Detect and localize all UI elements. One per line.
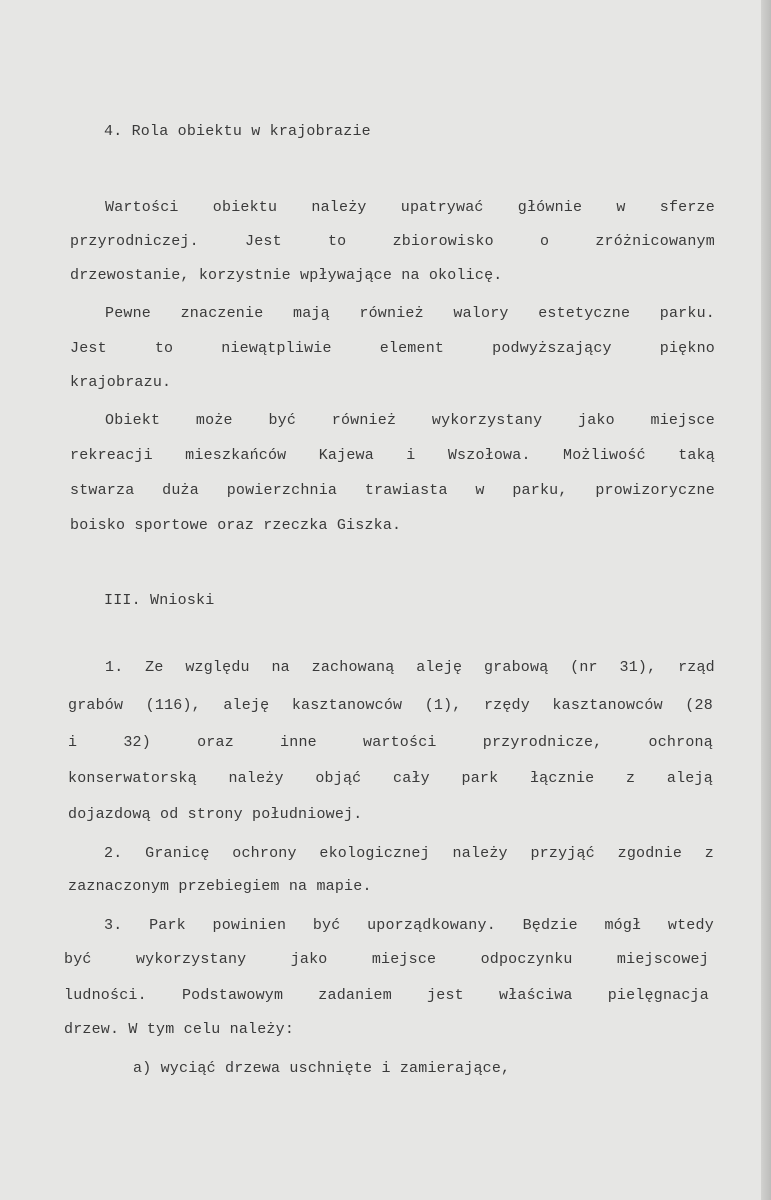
- word: inne: [280, 734, 317, 751]
- word: ochroną: [648, 734, 713, 751]
- word: jest: [427, 987, 464, 1004]
- word: pielęgnacja: [607, 987, 709, 1004]
- word: konserwatorską: [68, 770, 197, 787]
- list-item-line: [68, 770, 713, 788]
- word: ludności.: [64, 987, 147, 1004]
- word: być: [64, 951, 92, 968]
- word: rekreacji: [70, 447, 153, 464]
- list-item-line: [68, 697, 713, 715]
- word: 31),: [619, 659, 657, 676]
- list-item-line: zaznaczonym przebiegiem na mapie.: [68, 878, 372, 895]
- list-item-line: [104, 917, 714, 935]
- word: należy: [311, 199, 367, 216]
- word: oraz: [197, 734, 234, 751]
- paragraph-line: [70, 233, 715, 251]
- word: aleję: [416, 659, 463, 676]
- section-heading: 4. Rola obiektu w krajobrazie: [104, 123, 371, 140]
- word: objąć: [315, 770, 362, 787]
- word: kasztanowców: [552, 697, 663, 714]
- word: powierzchnia: [226, 482, 338, 499]
- word: przyrodnicze,: [482, 734, 603, 751]
- word: i: [68, 734, 78, 751]
- word: rzędy: [483, 697, 530, 714]
- word: wykorzystany: [431, 412, 543, 429]
- word: wykorzystany: [135, 951, 247, 968]
- word: upatrywać: [400, 199, 484, 216]
- list-item-line: [68, 734, 713, 752]
- word: wartości: [363, 734, 437, 751]
- list-item-line: dojazdową od strony południowej.: [68, 806, 363, 823]
- word: również: [359, 305, 424, 322]
- word: Obiekt: [105, 412, 161, 429]
- word: (1),: [424, 697, 462, 714]
- paragraph-line: boisko sportowe oraz rzeczka Giszka.: [70, 517, 402, 534]
- word: należy: [228, 770, 284, 787]
- word: Wartości: [105, 199, 179, 216]
- word: parku.: [659, 305, 715, 322]
- word: zachowaną: [311, 659, 395, 676]
- list-item-line: [64, 987, 709, 1005]
- word: zadaniem: [318, 987, 392, 1004]
- word: estetyczne: [538, 305, 631, 322]
- word: piękno: [659, 340, 715, 357]
- word: (116),: [145, 697, 201, 714]
- word: 1.: [105, 659, 124, 676]
- word: podwyższający: [492, 340, 612, 357]
- list-item-line: [105, 659, 715, 677]
- word: i: [406, 447, 416, 464]
- word: Będzie: [522, 917, 578, 934]
- paragraph-line: krajobrazu.: [70, 374, 172, 391]
- word: grabów: [68, 697, 124, 714]
- list-item-line: [104, 845, 714, 863]
- word: w: [616, 199, 626, 216]
- word: aleję: [223, 697, 270, 714]
- word: to: [154, 340, 174, 357]
- word: uporządkowany.: [367, 917, 496, 934]
- word: Park: [149, 917, 186, 934]
- paragraph-line: [105, 412, 715, 430]
- word: niewątpliwie: [221, 340, 332, 357]
- word: kasztanowców: [291, 697, 403, 714]
- word: z: [704, 845, 714, 862]
- paragraph-line: drzewostanie, korzystnie wpływające na okolicę.: [70, 267, 503, 284]
- page-edge-shadow: [761, 0, 771, 1200]
- word: z: [626, 770, 636, 787]
- word: łącznie: [529, 770, 595, 787]
- word: taką: [678, 447, 715, 464]
- word: (nr: [570, 659, 598, 676]
- word: Możliwość: [563, 447, 646, 464]
- word: może: [195, 412, 233, 429]
- paragraph-line: [70, 482, 715, 500]
- word: wtedy: [667, 917, 714, 934]
- word: ekologicznej: [319, 845, 430, 862]
- word: powinien: [212, 917, 287, 934]
- word: o: [539, 233, 550, 250]
- word: obiektu: [212, 199, 278, 216]
- word: cały: [393, 770, 430, 787]
- word: walory: [453, 305, 509, 322]
- paragraph-line: [105, 305, 715, 323]
- word: element: [379, 340, 445, 357]
- word: sferze: [659, 199, 715, 216]
- word: Ze: [145, 659, 164, 676]
- word: grabową: [483, 659, 549, 676]
- word: miejsce: [371, 951, 437, 968]
- word: zgodnie: [617, 845, 683, 862]
- word: również: [331, 412, 397, 429]
- paragraph-line: [70, 447, 715, 465]
- word: Kajewa: [318, 447, 374, 464]
- list-item-sub-a: a) wyciąć drzewa uschnięte i zamierające,: [133, 1060, 511, 1077]
- word: stwarza: [70, 482, 135, 499]
- word: park: [461, 770, 499, 787]
- word: głównie: [517, 199, 583, 216]
- word: parku,: [512, 482, 568, 499]
- word: mieszkańców: [185, 447, 287, 464]
- paragraph-line: [105, 199, 715, 217]
- word: jako: [578, 412, 615, 429]
- word: w: [475, 482, 485, 499]
- word: Jest: [245, 233, 282, 250]
- word: trawiasta: [364, 482, 448, 499]
- word: należy: [452, 845, 508, 862]
- word: mają: [293, 305, 330, 322]
- word: (28: [685, 697, 713, 714]
- word: na: [271, 659, 290, 676]
- word: 2.: [104, 845, 123, 862]
- word: prowizoryczne: [595, 482, 715, 499]
- word: duża: [162, 482, 199, 499]
- word: zróżnicowanym: [595, 233, 715, 250]
- word: Podstawowym: [181, 987, 284, 1004]
- word: ochrony: [232, 845, 297, 862]
- word: miejscowej: [616, 951, 709, 968]
- word: Jest: [70, 340, 107, 357]
- list-item-line: [64, 951, 709, 969]
- word: miejsce: [650, 412, 715, 429]
- word: Granicę: [145, 845, 210, 862]
- word: mógł: [604, 917, 642, 934]
- list-item-line: drzew. W tym celu należy:: [64, 1021, 295, 1038]
- word: znaczenie: [180, 305, 264, 322]
- word: jako: [290, 951, 328, 968]
- paragraph-line: [70, 340, 715, 358]
- word: być: [312, 917, 341, 934]
- word: przyjąć: [530, 845, 595, 862]
- word: Wszołowa.: [447, 447, 531, 464]
- word: aleją: [666, 770, 713, 787]
- word: przyrodniczej.: [70, 233, 199, 250]
- word: to: [327, 233, 347, 250]
- word: odpoczynku: [480, 951, 573, 968]
- word: być: [268, 412, 297, 429]
- word: zbiorowisko: [392, 233, 494, 250]
- word: względu: [185, 659, 250, 676]
- word: Pewne: [105, 305, 152, 322]
- section-heading: III. Wnioski: [104, 592, 215, 609]
- word: właściwa: [498, 987, 573, 1004]
- word: 3.: [104, 917, 123, 934]
- word: 32): [123, 734, 151, 751]
- word: rząd: [678, 659, 715, 676]
